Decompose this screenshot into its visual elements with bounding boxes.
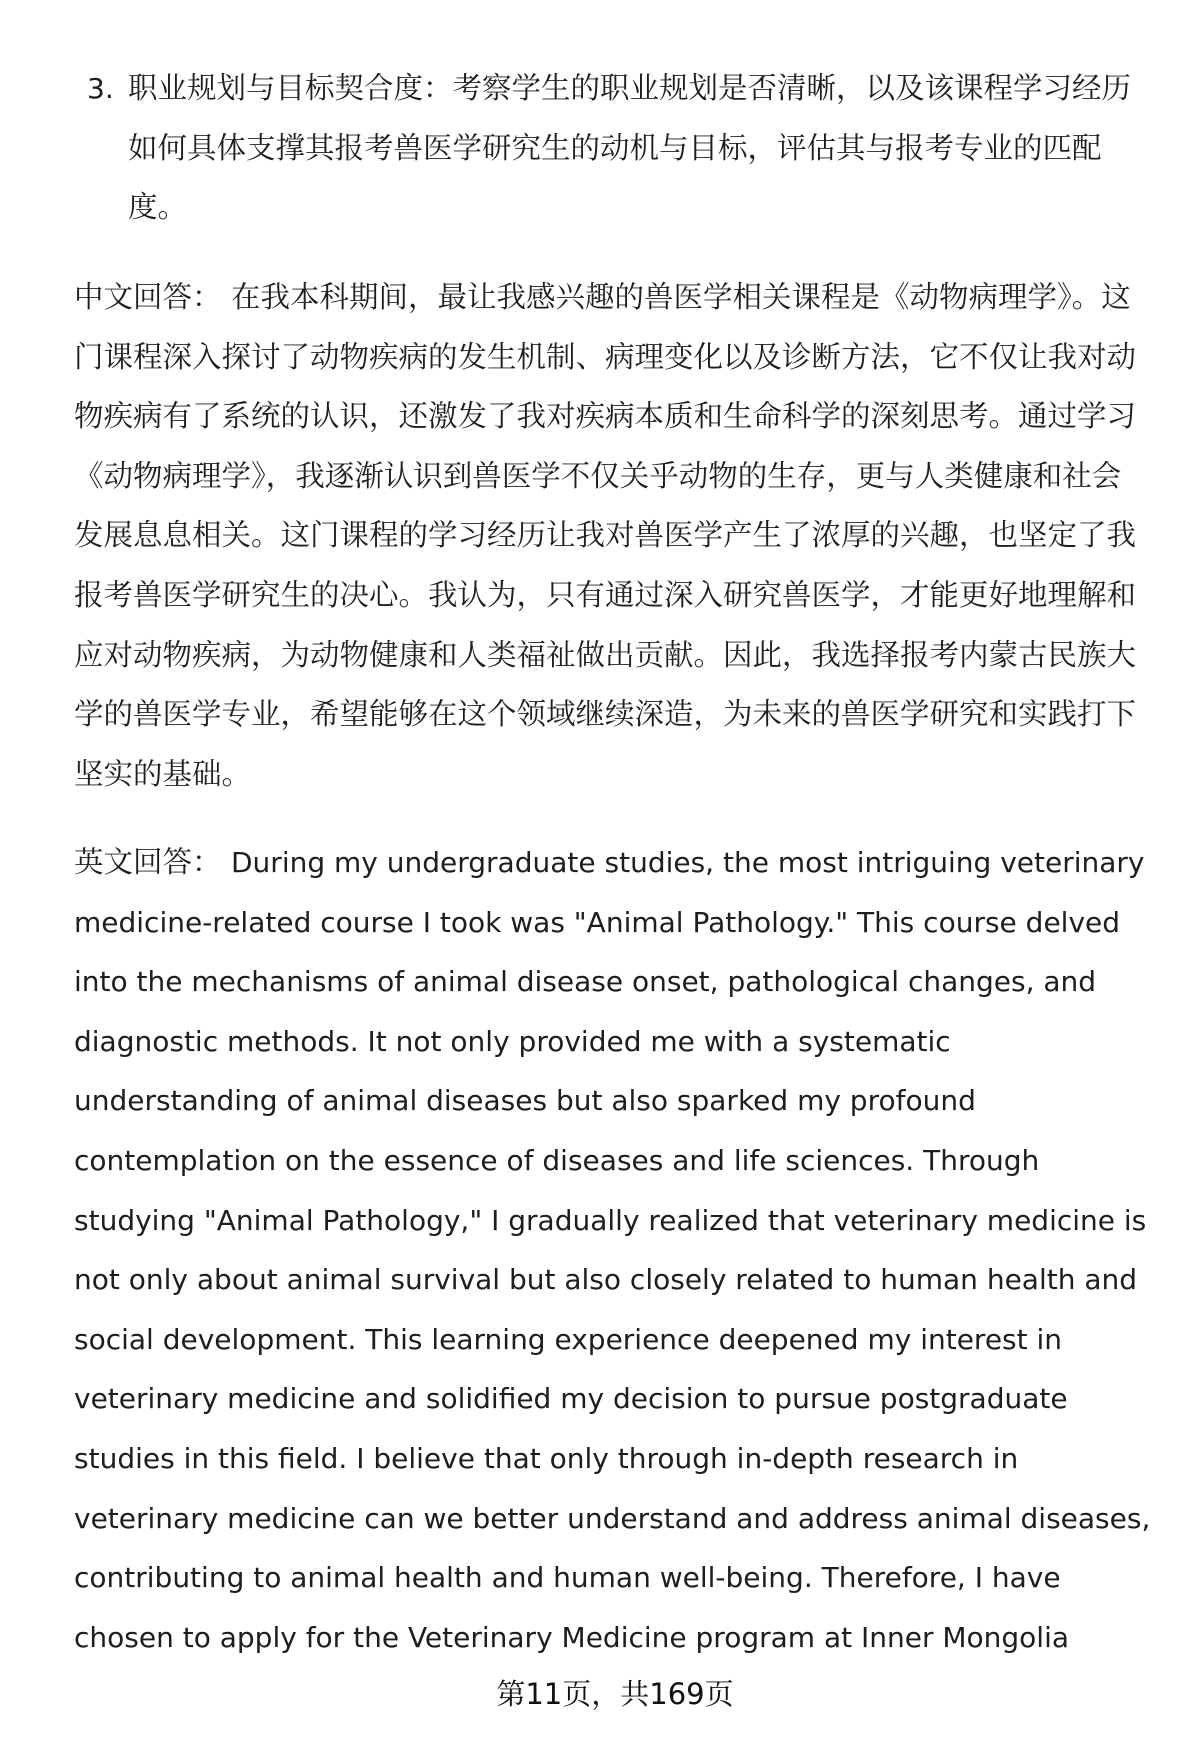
paragraph-line: not only about animal survival but also closely related to human health and [74, 1263, 1138, 1297]
paragraph-line: veterinary medicine and solidified my decision to pursue postgraduate [74, 1382, 1068, 1416]
paragraph-line: 学的兽医学专业，希望能够在这个领域继续深造，为未来的兽医学研究和实践打下 [74, 697, 1137, 732]
chinese-answer-paragraph [0, 268, 1200, 804]
list-item-line: 如何具体支撑其报考兽医学研究生的动机与目标，评估其与报考专业的匹配 [128, 130, 1102, 165]
english-answer-paragraph [0, 833, 1200, 1667]
paragraph-line: 报考兽医学研究生的决心。我认为，只有通过深入研究兽医学，才能更好地理解和 [74, 577, 1137, 612]
list-item-line [0, 59, 1200, 119]
paragraph-line: 门课程深入探讨了动物疾病的发生机制、病理变化以及诊断方法，它不仅让我对动 [74, 339, 1137, 374]
paragraph-line: 应对动物疾病，为动物健康和人类福祉做出贡献。因此，我选择报考内蒙古民族大 [74, 637, 1137, 672]
paragraph-line-text: 在我本科期间，最让我感兴趣的兽医学相关课程是《动物病理学》。这 [231, 280, 1131, 314]
page-number: 第11页，共169页 [496, 1677, 734, 1711]
paragraph-line: 物疾病有了系统的认识，还激发了我对疾病本质和生命科学的深刻思考。通过学习 [74, 399, 1137, 434]
list-item-text: 职业规划与目标契合度：考察学生的职业规划是否清晰，以及该课程学习经历 [128, 71, 1132, 105]
paragraph-line: chosen to apply for the Veterinary Medicine program at Inner Mongolia [74, 1620, 1070, 1654]
page-footer [0, 1674, 1200, 1714]
paragraph-line [0, 833, 1200, 893]
paragraph-line: contemplation on the essence of diseases and life sciences. Through [74, 1143, 1040, 1177]
paragraph-line: 《动物病理学》，我逐渐认识到兽医学不仅关乎动物的生存，更与人类健康和社会 [74, 458, 1122, 493]
english-answer-label: 英文回答： [74, 845, 222, 879]
paragraph-line-text: During my undergraduate studies, the most intriguing veterinary [231, 846, 1145, 879]
paragraph-line: understanding of animal diseases but also sparked my profound [74, 1084, 976, 1118]
paragraph-line: diagnostic methods. It not only provided me with a systematic [74, 1024, 951, 1058]
list-item-line: 度。 [128, 190, 188, 225]
paragraph-line: contributing to animal health and human well-being. Therefore, I have [74, 1561, 1061, 1595]
paragraph-line: social development. This learning experience deepened my interest in [74, 1322, 1063, 1356]
chinese-answer-label: 中文回答： [74, 280, 222, 314]
paragraph-line: 坚实的基础。 [74, 756, 252, 791]
paragraph-line: medicine-related course I took was "Animal Pathology." This course delved [74, 905, 1121, 939]
paragraph-line: veterinary medicine can we better understand and address animal diseases, [74, 1501, 1151, 1535]
paragraph-line: studies in this field. I believe that only through in-depth research in [74, 1441, 1019, 1475]
paragraph-line [0, 268, 1200, 328]
paragraph-line: 发展息息相关。这门课程的学习经历让我对兽医学产生了浓厚的兴趣，也坚定了我 [74, 518, 1137, 553]
paragraph-line: studying "Animal Pathology," I gradually realized that veterinary medicine is [74, 1203, 1147, 1237]
paragraph-line: into the mechanisms of animal disease onset, pathological changes, and [74, 965, 1097, 999]
list-item-number: 3. [87, 72, 114, 105]
list-item [0, 59, 1200, 238]
